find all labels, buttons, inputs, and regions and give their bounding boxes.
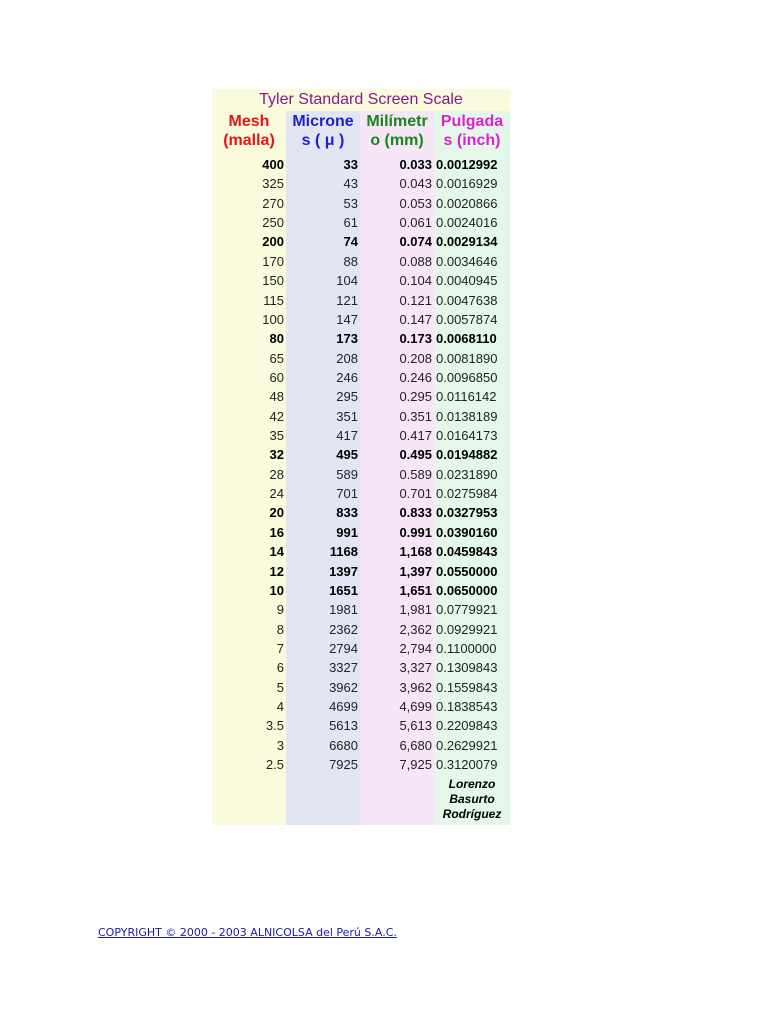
- microns-value: 61: [343, 215, 358, 231]
- inches-value: 0.0275984: [436, 486, 498, 502]
- mesh-value: 14: [269, 544, 284, 560]
- millimeters-value: 1,168: [399, 544, 432, 560]
- mesh-value: 400: [262, 157, 284, 172]
- millimeters-value: 1,651: [399, 582, 432, 598]
- microns-value: 74: [343, 234, 358, 250]
- millimeters-value: 0.088: [399, 253, 432, 269]
- inches-header-line-1: Pulgada: [440, 113, 504, 130]
- table-row: [212, 368, 510, 387]
- table-row: [212, 600, 510, 619]
- millimeters-value: 0.246: [399, 369, 432, 385]
- millimeters-value: 0.495: [399, 447, 432, 463]
- millimeters-value: 0.121: [399, 292, 432, 308]
- microns-value: 208: [336, 350, 358, 366]
- table-row: [212, 232, 510, 251]
- microns-value: 246: [336, 369, 358, 385]
- microns-value: 1397: [329, 563, 358, 579]
- microns-value: 833: [336, 505, 358, 521]
- author-first-name: Lorenzo: [448, 777, 496, 791]
- millimeters-value: 4,699: [399, 699, 432, 715]
- microns-value: 1981: [329, 602, 358, 618]
- inches-value: 0.0194882: [436, 447, 498, 463]
- millimeters-value: 0.043: [399, 176, 432, 192]
- inches-value: 0.0650000: [436, 582, 498, 598]
- inches-value: 0.0459843: [436, 544, 498, 560]
- table-body: [212, 155, 510, 775]
- millimeters-value: 0.991: [399, 524, 432, 540]
- table-row: [212, 658, 510, 677]
- table-row: [212, 291, 510, 310]
- mesh-value: 200: [262, 234, 284, 250]
- inches-value: 0.0040945: [436, 273, 498, 289]
- inches-value: 0.0016929: [436, 176, 498, 192]
- inches-value: 0.0081890: [436, 350, 498, 366]
- table-row: [212, 271, 510, 290]
- millimeters-value: 0.053: [399, 195, 432, 211]
- mesh-value: 3: [276, 737, 284, 753]
- inches-value: 0.0231890: [436, 466, 498, 482]
- inches-value: 0.0034646: [436, 253, 498, 269]
- mesh-value: 10: [269, 582, 284, 598]
- inches-value: 0.0024016: [436, 215, 498, 231]
- millimeters-value: 7,925: [399, 757, 432, 773]
- millimeters-value: 3,327: [399, 660, 432, 676]
- millimeters-value: 0.208: [399, 350, 432, 366]
- table-row: [212, 310, 510, 329]
- microns-value: 7925: [329, 757, 358, 773]
- table-row: [212, 387, 510, 406]
- inches-value: 0.0550000: [436, 563, 498, 579]
- mesh-value: 8: [276, 621, 284, 637]
- inches-value: 0.0138189: [436, 408, 498, 424]
- microns-value: 4699: [329, 699, 358, 715]
- inches-value: 0.0068110: [436, 331, 497, 347]
- mesh-value: 60: [269, 369, 284, 385]
- millimeters-value: 0.295: [399, 389, 432, 405]
- millimeters-value: 0.589: [399, 466, 432, 482]
- mesh-value: 250: [262, 215, 284, 231]
- table-row: [212, 329, 510, 348]
- microns-value: 6680: [329, 737, 358, 753]
- millimeters-value: 2,362: [399, 621, 432, 637]
- millimeters-header-line-1: Milímetr: [366, 113, 428, 130]
- copyright-link[interactable]: COPYRIGHT © 2000 - 2003 ALNICOLSA del Perú S.A.C.: [98, 926, 397, 939]
- microns-value: 147: [336, 311, 358, 327]
- inches-value: 0.0012992: [436, 157, 498, 172]
- author-last-name-2: Rodríguez: [442, 807, 502, 821]
- table-title: Tyler Standard Screen Scale: [212, 89, 510, 111]
- mesh-value: 12: [269, 563, 284, 579]
- millimeters-value: 2,794: [399, 640, 432, 656]
- inches-value: 0.0096850: [436, 369, 498, 385]
- inches-value: 0.0057874: [436, 311, 498, 327]
- microns-value: 417: [336, 428, 358, 444]
- millimeters-value: 0.147: [399, 311, 432, 327]
- millimeters-header: [360, 112, 434, 154]
- inches-value: 0.0020866: [436, 195, 498, 211]
- table-row: [212, 620, 510, 639]
- mesh-value: 115: [263, 292, 284, 308]
- microns-value: 2794: [329, 640, 358, 656]
- millimeters-value: 5,613: [399, 718, 432, 734]
- mesh-value: 270: [262, 195, 284, 211]
- table-row: [212, 755, 510, 774]
- inches-value: 0.0116142: [436, 389, 497, 405]
- table-row: [212, 349, 510, 368]
- mesh-value: 48: [269, 389, 284, 405]
- table-row: [212, 194, 510, 213]
- microns-value: 589: [336, 466, 358, 482]
- millimeters-value: 0.833: [399, 505, 432, 521]
- mesh-value: 35: [269, 428, 284, 444]
- table-row: [212, 503, 510, 522]
- inches-header-line-2: s (inch): [443, 132, 501, 149]
- millimeters-value: 0.417: [399, 428, 432, 444]
- inches-value: 0.1559843: [436, 679, 498, 695]
- mesh-value: 9: [276, 602, 284, 618]
- inches-value: 0.0029134: [436, 234, 498, 250]
- mesh-value: 6: [276, 660, 284, 676]
- inches-value: 0.0929921: [436, 621, 498, 637]
- microns-value: 43: [343, 176, 358, 192]
- table-row: [212, 213, 510, 232]
- mesh-value: 170: [262, 253, 284, 269]
- microns-value: 3962: [329, 679, 358, 695]
- millimeters-value: 0.033: [399, 157, 432, 172]
- table-row: [212, 678, 510, 697]
- mesh-header: [212, 112, 286, 154]
- table-row: [212, 407, 510, 426]
- mesh-value: 32: [269, 447, 284, 463]
- mesh-value: 5: [276, 679, 284, 695]
- millimeters-value: 1,397: [399, 563, 432, 579]
- microns-value: 295: [336, 389, 358, 405]
- microns-value: 104: [336, 273, 358, 289]
- mesh-value: 2.5: [265, 757, 284, 773]
- mesh-value: 16: [269, 524, 284, 540]
- microns-value: 33: [343, 157, 358, 172]
- millimeters-value: 6,680: [399, 737, 432, 753]
- microns-value: 3327: [329, 660, 358, 676]
- inches-value: 0.0390160: [436, 524, 498, 540]
- millimeters-value: 3,962: [399, 679, 432, 695]
- millimeters-value: 0.351: [399, 408, 432, 424]
- table-row: [212, 542, 510, 561]
- microns-header: [286, 112, 360, 154]
- inches-value: 0.0047638: [436, 292, 498, 308]
- inches-value: 0.2629921: [436, 737, 498, 753]
- microns-value: 2362: [329, 621, 358, 637]
- author-last-name-1: Basurto: [449, 792, 495, 806]
- table-row: [212, 465, 510, 484]
- millimeters-value: 0.074: [399, 234, 432, 250]
- mesh-value: 3.5: [265, 718, 284, 734]
- table-row: [212, 426, 510, 445]
- table-row: [212, 523, 510, 542]
- microns-value: 495: [336, 447, 358, 463]
- mesh-value: 325: [262, 176, 284, 192]
- millimeters-value: 0.061: [399, 215, 432, 231]
- table-row: [212, 736, 510, 755]
- microns-value: 1168: [329, 544, 358, 560]
- mesh-value: 80: [269, 331, 284, 347]
- microns-value: 173: [336, 331, 358, 347]
- microns-value: 991: [336, 524, 358, 540]
- table-row: [212, 581, 510, 600]
- table-row: [212, 252, 510, 271]
- microns-value: 1651: [329, 582, 358, 598]
- inches-value: 0.1838543: [436, 699, 498, 715]
- millimeters-value: 0.173: [399, 331, 432, 347]
- mesh-value: 20: [269, 505, 284, 521]
- mesh-value: 65: [269, 350, 284, 366]
- inches-value: 0.0779921: [436, 602, 498, 618]
- table-row: [212, 639, 510, 658]
- mesh-header-line-2: (malla): [223, 132, 275, 149]
- table-row: [212, 174, 510, 193]
- mesh-value: 150: [262, 273, 284, 289]
- mesh-value: 4: [276, 699, 284, 715]
- microns-header-line-2: s ( μ ): [301, 132, 345, 149]
- microns-value: 121: [336, 292, 358, 308]
- table-row: [212, 697, 510, 716]
- mesh-header-line-1: Mesh: [228, 113, 270, 130]
- inches-value: 0.1100000: [436, 640, 497, 656]
- millimeters-value: 0.701: [399, 486, 432, 502]
- inches-value: 0.3120079: [436, 757, 498, 773]
- inches-value: 0.0327953: [436, 505, 498, 521]
- microns-value: 53: [343, 195, 358, 211]
- microns-value: 701: [336, 486, 358, 502]
- mesh-value: 28: [269, 466, 284, 482]
- millimeters-header-line-2: o (mm): [370, 132, 424, 149]
- microns-header-line-1: Microne: [292, 113, 354, 130]
- inches-value: 0.1309843: [436, 660, 498, 676]
- millimeters-value: 0.104: [399, 273, 432, 289]
- author-credit: [434, 777, 510, 822]
- mesh-value: 7: [276, 640, 284, 656]
- table-row: [212, 445, 510, 464]
- inches-header: [434, 112, 510, 154]
- microns-value: 88: [343, 253, 358, 269]
- microns-value: 351: [336, 408, 358, 424]
- inches-value: 0.2209843: [436, 718, 498, 734]
- table-row: [212, 716, 510, 735]
- mesh-value: 24: [269, 486, 284, 502]
- table-row: [212, 484, 510, 503]
- table-row: [212, 155, 510, 174]
- millimeters-value: 1,981: [399, 602, 432, 618]
- table-row: [212, 562, 510, 581]
- mesh-value: 100: [262, 311, 284, 327]
- microns-value: 5613: [329, 718, 358, 734]
- mesh-value: 42: [269, 408, 284, 424]
- inches-value: 0.0164173: [436, 428, 498, 444]
